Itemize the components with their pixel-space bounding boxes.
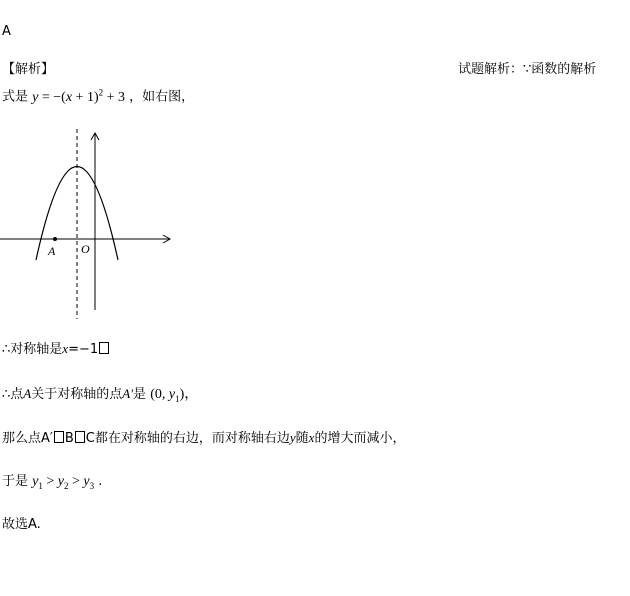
- text-suffix: 的增大而减小，: [314, 431, 406, 446]
- sub-1: 1: [175, 393, 180, 404]
- text-prefix: 那么点A′: [2, 431, 53, 446]
- sub-1: 1: [38, 480, 43, 491]
- equation-value: =−1: [68, 342, 99, 357]
- text-c: C都在对称轴的右边，而对称轴右边: [85, 431, 290, 446]
- formula-plus3: + 3: [103, 89, 126, 105]
- var-y1: y: [32, 474, 39, 489]
- var-y: y: [289, 430, 296, 445]
- point-a-prime: A′: [122, 386, 134, 401]
- function-expression-line: [2, 84, 194, 106]
- text-prefix: ∴对称轴是: [2, 342, 63, 357]
- analysis-tag: 【解析】: [2, 62, 55, 77]
- sub-3: 3: [89, 480, 95, 491]
- var-x: x: [308, 430, 315, 445]
- final-choice: 故选A.: [2, 517, 41, 532]
- coordinate: [150, 387, 198, 402]
- text-mid: 关于对称轴的点: [31, 387, 123, 402]
- var-y: y: [32, 89, 39, 105]
- text-prefix: 于是: [2, 474, 33, 489]
- missing-glyph-box: [54, 431, 64, 443]
- gt-1: >: [42, 474, 58, 489]
- monotonic-line: [2, 430, 405, 447]
- text-prefix: 式是: [2, 89, 29, 105]
- origin-label: O: [81, 242, 90, 256]
- symmetric-point-line: [2, 386, 198, 407]
- gt-2: >: [68, 474, 84, 489]
- point-b: B: [64, 431, 74, 446]
- symmetry-axis-line: [2, 341, 110, 358]
- text-suffix: .: [94, 474, 103, 489]
- missing-glyph-box: [75, 431, 85, 443]
- conclusion-line: [2, 474, 102, 494]
- var-x: x: [65, 89, 73, 105]
- answer-letter: A: [2, 24, 11, 39]
- analysis-intro: 试题解析：∵函数的解析: [458, 62, 597, 77]
- text-mid: 随: [295, 431, 309, 446]
- sub-2: 2: [63, 480, 69, 491]
- point-a: A: [23, 386, 32, 401]
- point-a-label: A: [48, 244, 56, 258]
- var-y3: y: [83, 474, 90, 489]
- inequality: [32, 474, 94, 489]
- parabola-graph: [0, 125, 180, 320]
- formula: [32, 87, 126, 105]
- text-prefix: ∴点: [2, 387, 24, 402]
- coord-open: (0,: [150, 387, 169, 402]
- text-suffix: ，如右图，: [129, 89, 195, 105]
- formula-square: 2: [98, 87, 104, 97]
- var-y2: y: [57, 474, 64, 489]
- formula-eq: = −(: [38, 89, 66, 105]
- var-x: x: [62, 341, 69, 356]
- missing-glyph-box: [99, 342, 109, 354]
- formula-plus1: + 1): [72, 89, 99, 105]
- point-a-dot: [53, 237, 57, 241]
- var-y: y: [168, 387, 176, 402]
- text-is: 是: [133, 387, 147, 402]
- coord-close: )，: [179, 387, 199, 402]
